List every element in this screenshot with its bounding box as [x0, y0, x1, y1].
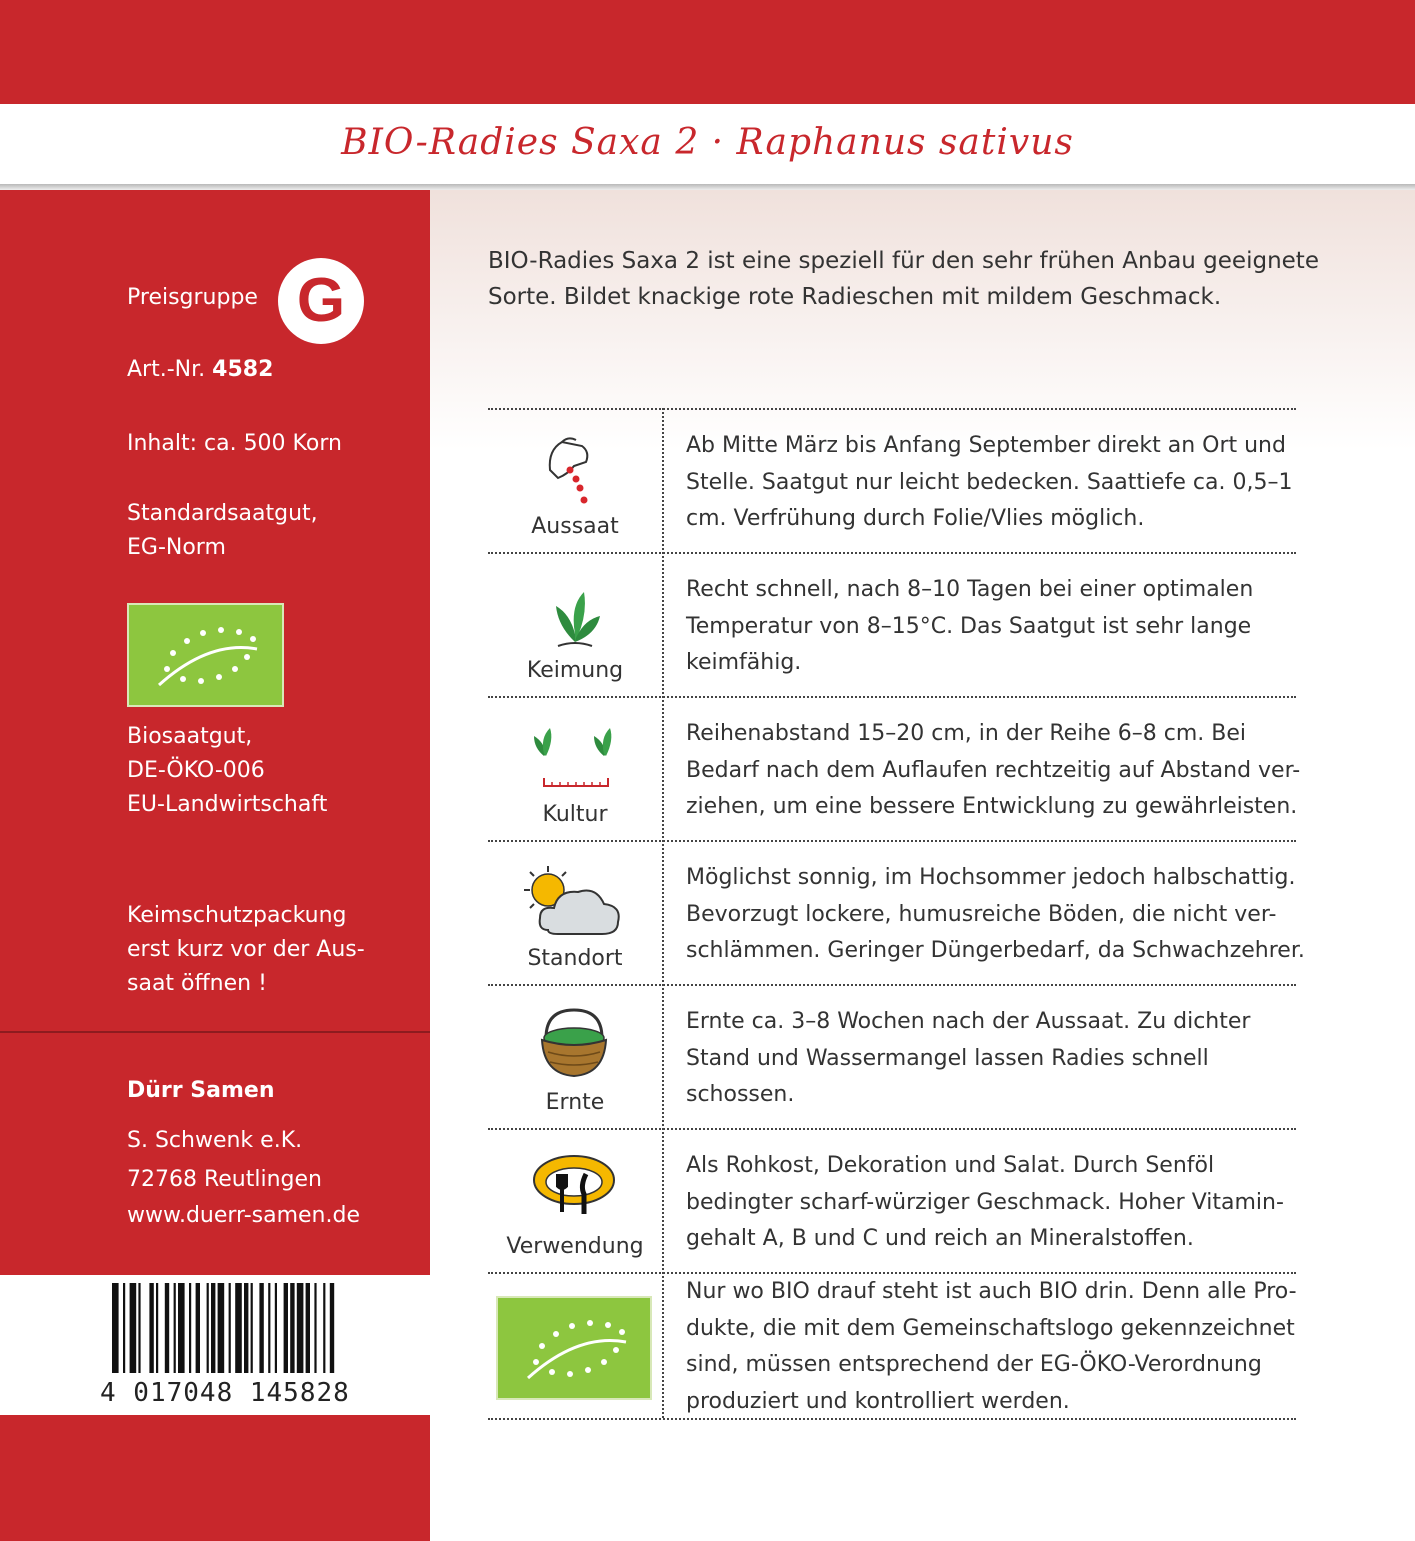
barcode-bar: [156, 1283, 158, 1373]
barcode-bar: [297, 1283, 304, 1373]
row-kultur: [488, 696, 1301, 842]
barcode-bar: [229, 1283, 231, 1373]
row-verwendung: [488, 1128, 1296, 1274]
row-label-keimung: Keimung: [526, 658, 624, 683]
barcode-bar: [174, 1283, 176, 1373]
top-band: [0, 0, 1415, 104]
row-standort: [488, 840, 1305, 986]
article-number-value: 4582: [212, 357, 274, 382]
barcode-bar: [149, 1283, 153, 1373]
barcode-bar: [284, 1283, 288, 1373]
barcode-bar: [207, 1283, 209, 1373]
eu-organic-logo-icon: [127, 603, 284, 707]
price-group-label: Preisgruppe: [127, 285, 258, 310]
barcode-number: 4 017048 145828: [100, 1378, 350, 1408]
row-text-verwendung: Als Rohkost, Dekoration und Salat. Durch Senföl bedingter scharf-würziger Geschmack. Hoher Vitamin-gehalt A, B und C und reich an Mineralstoffen.: [686, 1153, 1284, 1251]
company-owner: S. Schwenk e.K.: [127, 1128, 303, 1153]
row-eu-organic: [488, 1272, 1296, 1420]
barcode-bar: [330, 1283, 334, 1373]
row-text-kultur: Reihenabstand 15–20 cm, in der Reihe 6–8 cm. Bei Bedarf nach dem Auflaufen rechtzeitig auf Abstand ver-ziehen, um eine bessere Entwicklung zu gewährleisten.: [686, 721, 1301, 819]
row-label-standort: Standort: [527, 946, 623, 971]
seedling-icon: [488, 576, 662, 656]
barcode-bar: [268, 1283, 270, 1373]
row-label-aussaat: Aussaat: [531, 514, 619, 539]
barcode-bar: [138, 1283, 140, 1373]
row-label-kultur: Kultur: [542, 802, 608, 827]
standard-info: Standardsaatgut, EG-Norm: [127, 501, 318, 560]
barcode-bar: [130, 1283, 137, 1373]
sidebar-divider: [0, 1031, 430, 1033]
barcode-bar: [196, 1283, 200, 1373]
page-title: BIO-Radies Saxa 2 · Raphanus sativus: [341, 122, 1074, 163]
row-text-aussaat: Ab Mitte März bis Anfang September direkt an Ort und Stelle. Saatgut nur leicht bedecken. Saattiefe ca. 0,5–1 cm. Verfrühung durch Folie/Vlies möglich.: [686, 433, 1293, 531]
barcode-bar: [123, 1283, 125, 1373]
row-text-ernte: Ernte ca. 3–8 Wochen nach der Aussaat. Zu dichter Stand und Wassermangel lassen Radies schnell schossen.: [686, 1009, 1251, 1107]
barcode-bar: [323, 1283, 325, 1373]
content-info: Inhalt: ca. 500 Korn: [127, 431, 342, 456]
barcode-bar: [218, 1283, 225, 1373]
barcode-bar: [251, 1283, 253, 1373]
barcode-bar: [189, 1283, 191, 1373]
row-text-standort: Möglichst sonnig, im Hochsommer jedoch halbschattig. Bevorzugt lockere, humusreiche Böden, die nicht ver-schlämmen. Geringer Düngerbedarf, da Schwachzehrer.: [686, 865, 1305, 963]
barcode-bar: [290, 1283, 294, 1373]
barcode-bar: [211, 1283, 215, 1373]
company-name: Dürr Samen: [127, 1078, 275, 1103]
barcode-bar: [259, 1283, 263, 1373]
row-label-ernte: Ernte: [545, 1090, 605, 1115]
row-aussaat: [488, 408, 1296, 554]
company-website: www.duerr-samen.de: [127, 1203, 360, 1228]
barcode-bar: [112, 1283, 119, 1373]
germ-protection-note: Keimschutzpackung erst kurz vor der Aus- saat öffnen !: [127, 903, 365, 996]
row-keimung: [488, 552, 1296, 698]
barcode-bar: [275, 1283, 277, 1373]
article-number: Art.-Nr. 4582: [127, 357, 274, 382]
fork-knife-plate-icon: [488, 1152, 662, 1232]
row-ernte: [488, 984, 1296, 1130]
row-text-eu-organic: Nur wo BIO drauf steht ist auch BIO drin. Denn alle Pro-dukte, die mit dem Gemeinschaftslogo gekennzeichnet sind, müssen entsprechend der EG-ÖKO-Verordnung produziert und kontrolliert werden.: [686, 1279, 1297, 1414]
row-text-keimung: Recht schnell, nach 8–10 Tagen bei einer optimalen Temperatur von 8–15°C. Das Saatgut ist sehr lange keimfähig.: [686, 577, 1254, 675]
row-label-verwendung: Verwendung: [506, 1234, 644, 1259]
barcode-bar: [165, 1283, 169, 1373]
barcode-bar: [314, 1283, 316, 1373]
eu-organic-leaf-icon: [496, 1296, 652, 1400]
price-group-badge: G: [278, 258, 364, 344]
bio-info: Biosaatgut, DE-ÖKO-006 EU-Landwirtschaft: [127, 724, 328, 817]
intro-text: BIO-Radies Saxa 2 ist eine speziell für den sehr frühen Anbau geeignete Sorte. Bildet knackige rote Radieschen mit mildem Geschmack.: [488, 248, 1319, 310]
barcode-bar: [244, 1283, 248, 1373]
barcode-bar: [235, 1283, 242, 1373]
barcode-bar: [306, 1283, 310, 1373]
harvest-basket-icon: [488, 1002, 662, 1092]
plant-spacing-icon: [488, 720, 662, 800]
hand-sowing-icon: [488, 426, 662, 516]
barcode-bar: [178, 1283, 185, 1373]
company-city: 72768 Reutlingen: [127, 1167, 322, 1192]
sun-cloud-icon: [488, 860, 662, 946]
